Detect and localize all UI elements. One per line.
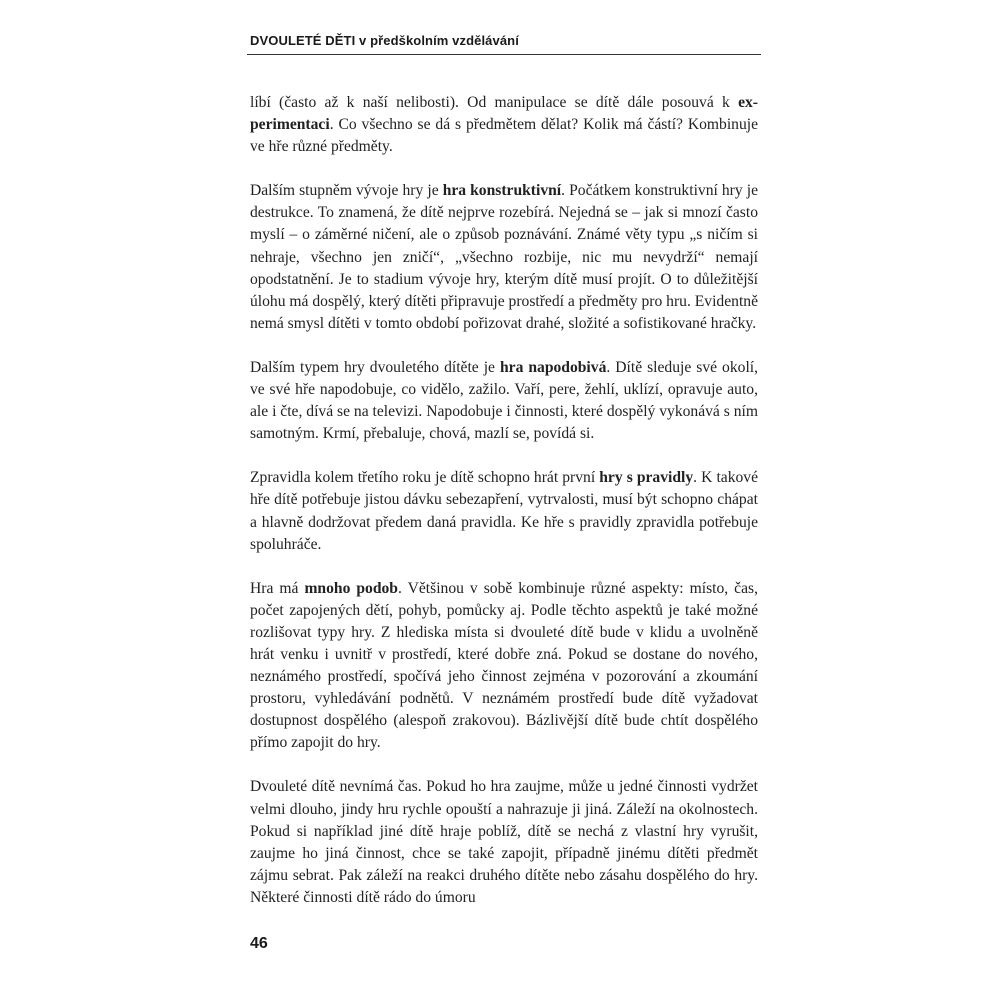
text-run: . Co všechno se dá s předmětem dělat? Kolik má částí? Kombinuje ve hře různé předměty. xyxy=(250,116,758,156)
bold-term: experimentaci xyxy=(250,94,758,134)
text-run: Hra má xyxy=(250,579,305,597)
header-rule xyxy=(247,54,761,55)
running-header xyxy=(250,33,760,48)
bold-term: hry s pravidly xyxy=(599,469,694,487)
bold-term: mnoho podob xyxy=(304,579,398,597)
running-header-caps: DVOULETÉ DĚTI xyxy=(250,33,356,48)
text-run: Dalším stupněm vývoje hry je xyxy=(250,182,443,200)
paragraph xyxy=(250,776,758,909)
bold-term: hra napodobivá xyxy=(499,358,607,376)
text-run: . Dítě sleduje své okolí, ve své hře napodobuje, co vidělo, zažilo. Vaří, pere, žehlí, uklízí, opravuje auto, ale i čte, dívá se na televizi. Napodobuje i činnosti, které dospělý vykonává s ním samotným. Krmí, přebaluje, chová, mazlí se, povídá si. xyxy=(250,358,759,443)
page-number: 46 xyxy=(250,935,268,952)
text-run: Dvouleté dítě nevnímá čas. Pokud ho hra zaujme, může u jedné činnosti vydržet velmi dlouho, jindy hru rychle opouští a nahrazuje ji jiná. Záleží na okolnostech. Pokud si například jiné dítě hraje poblíž, dítě se nechá z vlastní hry vyrušit, zaujme ho jiná činnost, chce se také zapojit, případně jinému dítěti předmět zájmu sebrat. Pak záleží na reakci druhého dítěte nebo zásahu dospělého do hry. Některé činnosti dítě rádo do úmoru xyxy=(250,778,758,906)
body-text xyxy=(250,92,758,909)
paragraph xyxy=(250,578,758,755)
paragraph xyxy=(250,357,758,445)
paragraph xyxy=(250,467,758,555)
bold-term: hra konstruktivní xyxy=(442,182,562,200)
text-run: . K takové hře dítě potřebuje jistou dávku sebezapření, vytrvalosti, musí být schopno chápat a hlavně dodržovat předem daná pravidla. Ke hře s pravidly zpravidla potřebuje spoluhráče. xyxy=(250,469,759,553)
text-run: líbí (často až k naší nelibosti). Od manipulace se dítě dále posouvá k xyxy=(250,94,739,111)
paragraph xyxy=(250,92,758,158)
text-run: Zpravidla kolem třetího roku je dítě schopno hrát první xyxy=(250,469,600,487)
text-run: Dalším typem hry dvouletého dítěte je xyxy=(250,358,500,376)
text-run: . Počátkem konstruktivní hry je destrukce. To znamená, že dítě nejprve rozebírá. Nejedná se – jak si mnozí často myslí – o záměrné ničení, ale o způsob poznávání. Známé věty typu „s ničím si nehraje, všechno jen zničí“, „všechno rozbije, nic mu nevydrží“ nemají opodstatnění. Je to stadium vývoje hry, kterým dítě musí projít. O to důležitější úlohu má dospělý, který dítěti připravuje prostředí a předměty pro hru. Evidentně nemá smysl dítěti v tomto období pořizovat drahé, složité a sofistikované hračky. xyxy=(250,182,758,332)
paragraph xyxy=(250,180,758,335)
text-run: . Většinou v sobě kombinuje různé aspekty: místo, čas, počet zapojených dětí, pohyb, pomůcky aj. Podle těchto aspektů je také možné rozlišovat typy hry. Z hlediska místa si dvouleté dítě bude v klidu a uvolněně hrát venku i uvnitř v prostředí, které dobře zná. Pokud se dostane do nového, neznámého prostředí, spočívá jeho činnost zejména v pozorování a zkoumání prostoru, vyhledávání podnětů. V neznámém prostředí bude dítě vyžadovat dostupnost dospělého (alespoň zrakovou). Bázlivější dítě bude chtít dospělého přímo zapojit do hry. xyxy=(250,579,758,752)
running-header-rest: v předškolním vzdělávání xyxy=(355,33,519,48)
